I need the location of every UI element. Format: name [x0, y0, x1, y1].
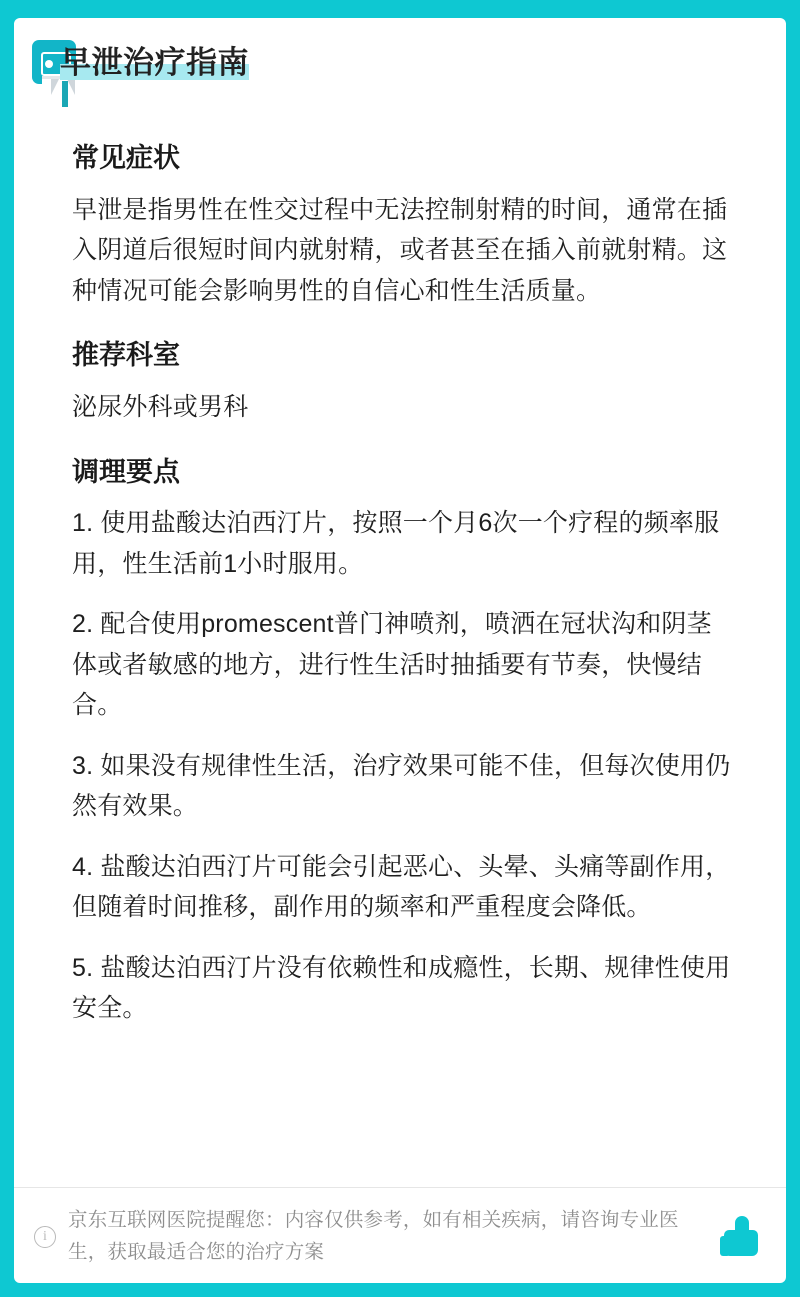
section-heading-symptoms: 常见症状 [72, 143, 180, 173]
article-card [14, 18, 786, 1283]
footer-disclaimer: 京东互联网医院提醒您：内容仅供参考，如有相关疾病，请咨询专业医生，获取最适合您的治疗方案 [68, 1208, 679, 1263]
list-item: 3. 如果没有规律性生活，治疗效果可能不佳，但每次使用仍然有效果。 [72, 751, 731, 821]
page-title-text: 早泄治疗指南 [60, 45, 249, 80]
thumbs-up-icon[interactable] [720, 1214, 766, 1260]
article-body [14, 114, 786, 1187]
article-footer [14, 1187, 786, 1283]
info-circle-icon: i [34, 1226, 56, 1248]
list-item: 4. 盐酸达泊西汀片可能会引起恶心、头晕、头痛等副作用，但随着时间推移，副作用的频率和严重程度会降低。 [72, 852, 731, 922]
list-item: 2. 配合使用promescent普门神喷剂，喷洒在冠状沟和阴茎体或者敏感的地方，进行性生活时抽插要有节奏，快慢结合。 [72, 610, 712, 720]
list-item: 5. 盐酸达泊西汀片没有依赖性和成瘾性，长期、规律性使用安全。 [72, 953, 731, 1023]
section-heading-department: 推荐科室 [72, 340, 180, 371]
section-heading-care-points: 调理要点 [72, 456, 180, 487]
section-paragraph-symptoms: 早泄是指男性在性交过程中无法控制射精的时间，通常在插入阴道后很短时间内就射精，或者甚至在插入前就射精。这种情况可能会影响男性的自信心和性生活质量。 [72, 195, 728, 305]
list-item: 1. 使用盐酸达泊西汀片，按照一个月6次一个疗程的频率服用，性生活前1小时服用。 [72, 509, 720, 578]
page-title [60, 44, 786, 81]
article-header [14, 18, 786, 114]
section-paragraph-department: 泌尿外科或男科 [72, 393, 249, 421]
